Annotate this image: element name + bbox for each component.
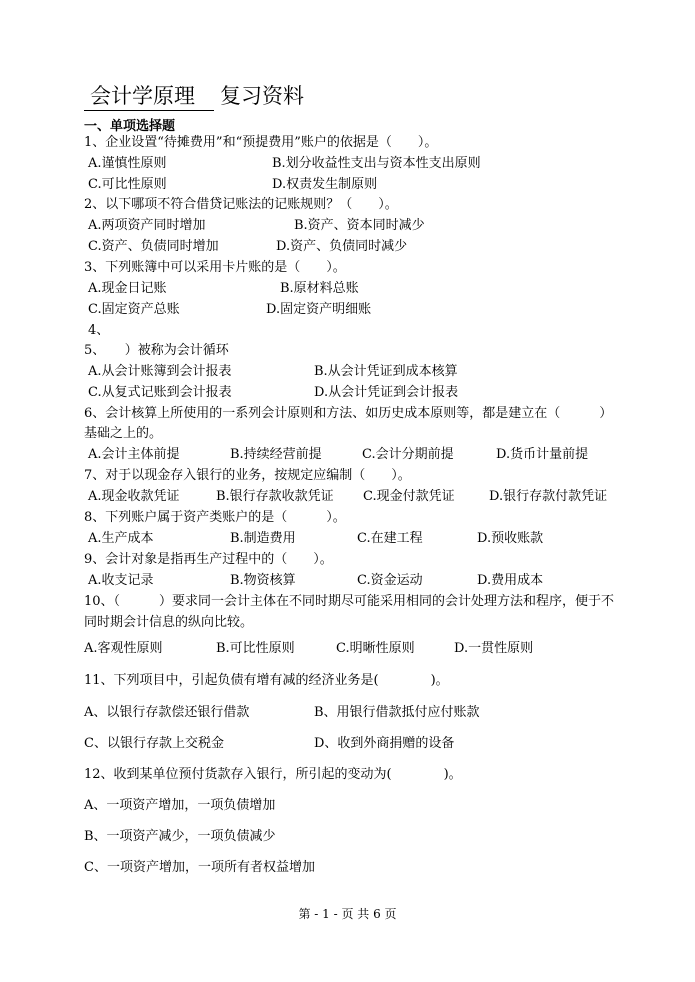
option-10d: D.一贯性原则 — [454, 641, 534, 656]
option-1c: C.可比性原则 — [88, 177, 167, 192]
question-6: 6、会计核算上所使用的一系列会计原则和方法、如历史成本原则等，都是建立在（ ） — [84, 406, 613, 421]
option-6d: D.货币计量前提 — [496, 447, 589, 462]
option-11d: D、收到外商捐赠的设备 — [314, 736, 455, 751]
question-6-cont: 基础之上的。 — [84, 426, 163, 441]
doc-title-course: 会计学原理 — [84, 80, 214, 111]
option-5c: C.从复式记账到会计报表 — [88, 385, 232, 400]
question-9: 9、会计对象是指再生产过程中的（ ）。 — [84, 552, 333, 567]
page-footer: 第 - 1 - 页 共 6 页 — [298, 907, 397, 921]
question-10: 10、（ ）要求同一会计主体在不同时期尽可能采用相同的会计处理方法和程序，便于不 — [84, 594, 615, 609]
option-7d: D.银行存款付款凭证 — [489, 489, 608, 504]
option-9d: D.费用成本 — [477, 573, 544, 588]
option-7b: B.银行存款收款凭证 — [216, 489, 334, 504]
question-10-cont: 同时期会计信息的纵向比较。 — [84, 615, 254, 630]
option-9c: C.资金运动 — [357, 573, 423, 588]
question-2: 2、以下哪项不符合借贷记账法的记账规则？（ ）。 — [84, 197, 398, 212]
question-12: 12、收到某单位预付货款存入银行，所引起的变动为( )。 — [84, 767, 462, 782]
option-2c: C.资产、负债同时增加 — [88, 239, 219, 254]
option-8a: A.生产成本 — [88, 531, 154, 546]
question-11: 11、下列项目中，引起负债有增有减的经济业务是( )。 — [84, 673, 449, 688]
option-11b: B、用银行借款抵付应付账款 — [314, 705, 480, 720]
question-5: 5、 ）被称为会计循环 — [84, 343, 229, 358]
option-1a: A.谨慎性原则 — [88, 156, 167, 171]
option-1b: B.划分收益性支出与资本性支出原则 — [272, 156, 481, 171]
option-7c: C.现金付款凭证 — [363, 489, 455, 504]
question-8: 8、下列账户属于资产类账户的是（ ）。 — [84, 510, 346, 525]
option-12b: B、一项资产减少，一项负债减少 — [84, 829, 276, 844]
option-6a: A.会计主体前提 — [88, 447, 180, 462]
option-3d: D.固定资产明细账 — [266, 302, 372, 317]
option-6c: C.会计分期前提 — [362, 447, 454, 462]
option-10a: A.客观性原则 — [84, 641, 163, 656]
question-1: 1、企业设置“待摊费用”和“预提费用”账户的依据是（ ）。 — [84, 135, 438, 150]
option-2a: A.两项资产同时增加 — [88, 218, 206, 233]
doc-title — [84, 80, 304, 111]
option-7a: A.现金收款凭证 — [88, 489, 180, 504]
option-2b: B.资产、资本同时减少 — [294, 218, 425, 233]
option-12c: C、一项资产增加，一项所有者权益增加 — [84, 860, 315, 875]
question-4: 4、 — [88, 323, 110, 338]
option-5b: B.从会计凭证到成本核算 — [314, 364, 458, 379]
option-5d: D.从会计凭证到会计报表 — [314, 385, 459, 400]
option-5a: A.从会计账簿到会计报表 — [88, 364, 232, 379]
option-9b: B.物资核算 — [230, 573, 296, 588]
option-10b: B.可比性原则 — [216, 641, 295, 656]
option-6b: B.持续经营前提 — [230, 447, 322, 462]
question-3: 3、下列账簿中可以采用卡片账的是（ ）。 — [84, 260, 346, 275]
option-3c: C.固定资产总账 — [88, 302, 180, 317]
option-2d: D.资产、负债同时减少 — [276, 239, 408, 254]
option-8b: B.制造费用 — [230, 531, 296, 546]
option-3b: B.原材料总账 — [280, 281, 359, 296]
section-heading: 一、单项选择题 — [84, 119, 176, 134]
option-8c: C.在建工程 — [357, 531, 423, 546]
option-3a: A.现金日记账 — [88, 281, 167, 296]
doc-title-subtitle: 复习资料 — [220, 84, 304, 108]
option-9a: A.收支记录 — [88, 573, 154, 588]
option-8d: D.预收账款 — [477, 531, 544, 546]
option-12a: A、一项资产增加，一项负债增加 — [84, 798, 276, 813]
option-11c: C、以银行存款上交税金 — [84, 736, 224, 751]
question-7: 7、对于以现金存入银行的业务，按规定应编制（ ）。 — [84, 468, 411, 483]
option-11a: A、以银行存款偿还银行借款 — [84, 705, 250, 720]
option-10c: C.明晰性原则 — [336, 641, 415, 656]
option-1d: D.权责发生制原则 — [272, 177, 378, 192]
